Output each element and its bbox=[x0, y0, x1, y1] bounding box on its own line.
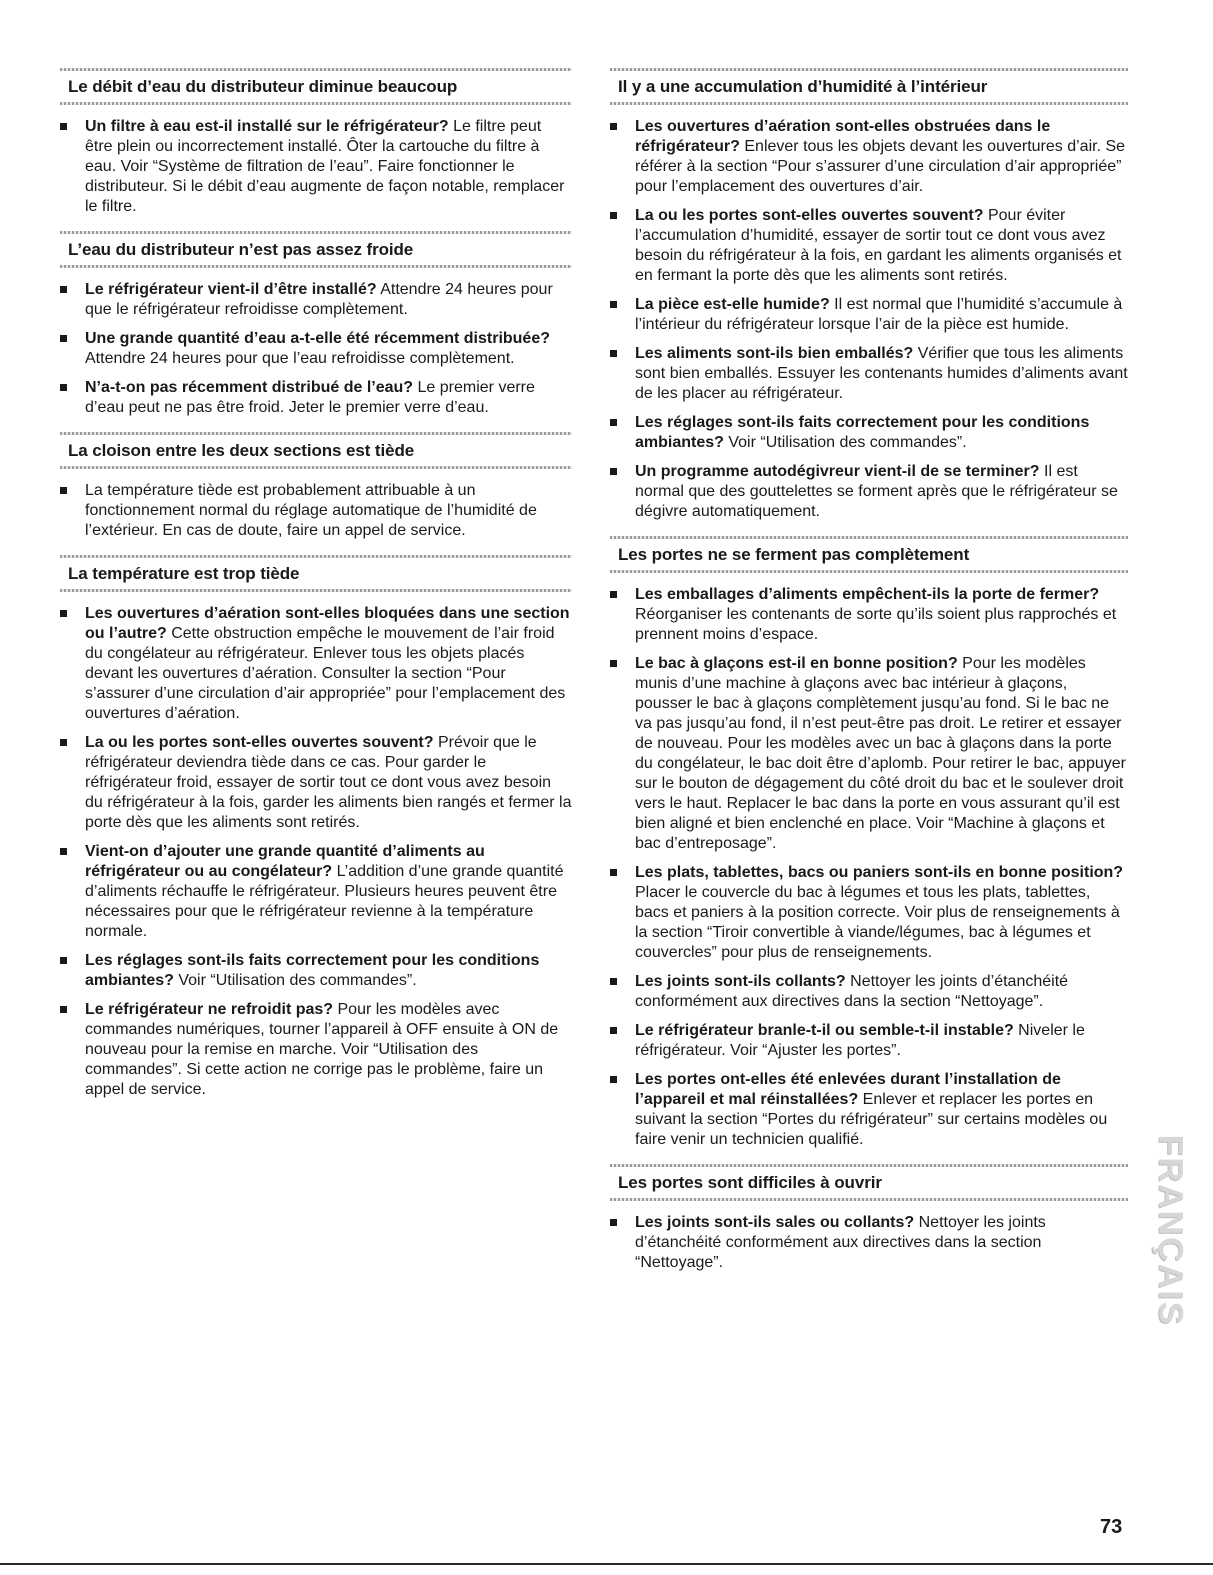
item-question: Vient-on d’ajouter une grande quantité d’aliments au réfrigérateur ou au congélateur? bbox=[85, 843, 485, 880]
list-item bbox=[610, 1021, 1128, 1061]
item-answer: Placer le couvercle du bac à légumes et tous les plats, tablettes, bacs et paniers à la position correcte. Voir plus de renseignements à la section “Tiroir convertible à viande/légumes, bac à légumes et couvercles” pour plus de renseignements. bbox=[635, 884, 1120, 961]
item-question: Les joints sont-ils collants? bbox=[635, 973, 846, 990]
troubleshooting-section bbox=[610, 68, 1128, 522]
troubleshooting-section bbox=[610, 536, 1128, 1150]
list-item bbox=[60, 378, 572, 418]
item-answer: Il est normal que des gouttelettes se forment après que le réfrigérateur se dégivre automatiquement. bbox=[635, 463, 1118, 520]
troubleshooting-section bbox=[610, 1164, 1128, 1273]
item-question: Un programme autodégivreur vient-il de se terminer? bbox=[635, 463, 1040, 480]
section-rule-bottom bbox=[60, 102, 572, 105]
item-question: Le réfrigérateur vient-il d’être installé? bbox=[85, 281, 377, 298]
list-item bbox=[610, 863, 1128, 963]
list-item bbox=[60, 280, 572, 320]
item-question: Les plats, tablettes, bacs ou paniers sont-ils en bonne position? bbox=[635, 864, 1124, 881]
item-question: Les portes ont-elles été enlevées durant l’installation de l’appareil et mal réinstallées? bbox=[635, 1071, 1061, 1108]
item-answer: Nettoyer les joints d’étanchéité conformément aux directives dans la section “Nettoyage”. bbox=[635, 973, 1069, 1010]
list-item bbox=[610, 117, 1128, 197]
section-heading: L’eau du distributeur n’est pas assez froide bbox=[68, 240, 414, 259]
item-question: Les emballages d’aliments empêchent-ils la porte de fermer? bbox=[635, 586, 1100, 603]
section-rule-bottom bbox=[60, 265, 572, 268]
item-answer: Nettoyer les joints d’étanchéité conformément aux directives dans la section “Nettoyage”. bbox=[635, 1214, 1046, 1271]
item-answer: Niveler le réfrigérateur. Voir “Ajuster les portes”. bbox=[635, 1022, 1085, 1059]
item-answer: La température tiède est probablement attribuable à un fonctionnement normal du réglage automatique de l’humidité de l’extérieur. En cas de doute, faire un appel de service. bbox=[85, 482, 537, 539]
right-column bbox=[610, 68, 1128, 1287]
item-question: Les réglages sont-ils faits correctement pour les conditions ambiantes? bbox=[85, 952, 540, 989]
item-answer: Attendre 24 heures pour que le réfrigérateur refroidisse complètement. bbox=[85, 281, 553, 318]
item-answer: Pour les modèles avec commandes numériques, tourner l’appareil à OFF ensuite à ON de nouveau pour la remise en marche. Voir “Utilisation des commandes”. Si cette action ne corrige pas le problème, faire un appel de service. bbox=[85, 1001, 559, 1098]
item-answer: Enlever et replacer les portes en suivant la section “Portes du réfrigérateur” sur certains modèles ou faire venir un technicien qualifié. bbox=[635, 1091, 1108, 1148]
list-item bbox=[610, 295, 1128, 335]
side-tab-label: FRANÇAIS bbox=[1151, 1134, 1190, 1326]
item-question: La ou les portes sont-elles ouvertes souvent? bbox=[635, 207, 984, 224]
item-question: Les aliments sont-ils bien emballés? bbox=[635, 345, 914, 362]
section-heading: Le débit d’eau du distributeur diminue beaucoup bbox=[68, 77, 458, 96]
item-question: Les ouvertures d’aération sont-elles obstruées dans le réfrigérateur? bbox=[635, 118, 1051, 155]
item-answer: Le premier verre d’eau peut ne pas être froid. Jeter le premier verre d’eau. bbox=[85, 379, 535, 416]
item-list bbox=[610, 117, 1128, 522]
item-answer: Réorganiser les contenants de sorte qu’ils soient plus rapprochés et prennent moins d’espace. bbox=[635, 606, 1117, 643]
section-rule-bottom bbox=[610, 102, 1128, 105]
list-item bbox=[60, 1000, 572, 1100]
item-list bbox=[60, 280, 572, 418]
troubleshooting-section bbox=[60, 432, 572, 541]
list-item bbox=[610, 462, 1128, 522]
item-list bbox=[60, 481, 572, 541]
troubleshooting-section bbox=[60, 231, 572, 418]
item-answer: Le filtre peut être plein ou incorrectement installé. Ôter la cartouche du filtre à eau. Voir “Système de filtration de l’eau”. Faire fonctionner le distributeur. Si le débit d’eau augmente de façon notable, remplacer le filtre. bbox=[85, 118, 565, 215]
item-answer: Vérifier que tous les aliments sont bien emballés. Essuyer les contenants humides d’aliments avant de les placer au réfrigérateur. bbox=[635, 345, 1128, 402]
language-side-tab bbox=[1150, 1080, 1190, 1380]
list-item bbox=[610, 585, 1128, 645]
list-item bbox=[610, 344, 1128, 404]
item-question: Les réglages sont-ils faits correctement pour les conditions ambiantes? bbox=[635, 414, 1090, 451]
item-answer: Il est normal que l’humidité s’accumule à l’intérieur du réfrigérateur lorsque l’air de la pièce est humide. bbox=[635, 296, 1123, 333]
list-item bbox=[610, 1070, 1128, 1150]
item-answer: Voir “Utilisation des commandes”. bbox=[173, 972, 417, 989]
item-list bbox=[60, 117, 572, 217]
list-item bbox=[610, 206, 1128, 286]
item-answer: Attendre 24 heures pour que l’eau refroidisse complètement. bbox=[85, 350, 515, 367]
list-item bbox=[610, 1213, 1128, 1273]
list-item bbox=[60, 733, 572, 833]
item-question: La pièce est-elle humide? bbox=[635, 296, 830, 313]
list-item bbox=[60, 604, 572, 724]
list-item bbox=[60, 329, 572, 369]
item-question: La ou les portes sont-elles ouvertes souvent? bbox=[85, 734, 434, 751]
section-heading: Les portes ne se ferment pas complètement bbox=[618, 545, 970, 564]
item-question: N’a-t-on pas récemment distribué de l’eau? bbox=[85, 379, 414, 396]
item-list bbox=[60, 604, 572, 1100]
list-item bbox=[60, 481, 572, 541]
section-rule-bottom bbox=[610, 570, 1128, 573]
item-answer: Voir “Utilisation des commandes”. bbox=[723, 434, 967, 451]
troubleshooting-section bbox=[60, 555, 572, 1100]
item-question: Les joints sont-ils sales ou collants? bbox=[635, 1214, 915, 1231]
item-answer: Prévoir que le réfrigérateur deviendra tiède dans ce cas. Pour garder le réfrigérateur froid, essayer de sortir tout ce dont vous avez besoin du réfrigérateur à la fois, garder les aliments bien rangés et fermer la porte dès que les aliments sont retirés. bbox=[85, 734, 572, 831]
item-question: Le réfrigérateur ne refroidit pas? bbox=[85, 1001, 334, 1018]
item-answer: Cette obstruction empêche le mouvement de l’air froid du congélateur au réfrigérateur. Enlever tous les objets placés devant les ouvertures d’aération. Consulter la section “Pour s’assurer d’une circulation d’air appropriée” pour l’emplacement des ouvertures d’aération. bbox=[85, 625, 566, 722]
section-rule-bottom bbox=[60, 466, 572, 469]
item-question: Le bac à glaçons est-il en bonne position? bbox=[635, 655, 958, 672]
list-item bbox=[610, 413, 1128, 453]
item-question: Les ouvertures d’aération sont-elles bloquées dans une section ou l’autre? bbox=[85, 605, 570, 642]
item-question: Une grande quantité d’eau a-t-elle été récemment distribuée? bbox=[85, 330, 550, 347]
section-heading: La température est trop tiède bbox=[68, 564, 300, 583]
section-rule-bottom bbox=[610, 1198, 1128, 1201]
item-answer: L’addition d’une grande quantité d’aliments réchauffe le réfrigérateur. Plusieurs heures peuvent être nécessaires pour que le réfrigérateur revienne à la température normale. bbox=[85, 863, 564, 940]
left-column bbox=[60, 68, 572, 1114]
item-answer: Pour éviter l’accumulation d’humidité, essayer de sortir tout ce dont vous avez besoin du réfrigérateur à la fois, en gardant les aliments organisés et en fermant la porte dès que les aliments sont retirés. bbox=[635, 207, 1122, 284]
list-item bbox=[610, 654, 1128, 854]
item-list bbox=[610, 585, 1128, 1150]
item-question: Un filtre à eau est-il installé sur le réfrigérateur? bbox=[85, 118, 449, 135]
section-heading: La cloison entre les deux sections est tiède bbox=[68, 441, 415, 460]
item-question: Le réfrigérateur branle-t-il ou semble-t-il instable? bbox=[635, 1022, 1014, 1039]
item-answer: Enlever tous les objets devant les ouvertures d’air. Se référer à la section “Pour s’assurer d’une circulation d’air appropriée” pour l’emplacement des ouvertures d’air. bbox=[635, 138, 1126, 195]
section-heading: Les portes sont difficiles à ouvrir bbox=[618, 1173, 882, 1192]
item-answer: Pour les modèles munis d’une machine à glaçons avec bac intérieur à glaçons, pousser le bac à glaçons complètement jusqu’au fond. Si le bac ne va pas jusqu’au fond, il n’est peut-être pas droit. Le retirer et essayer de nouveau. Pour les modèles avec un bac à glaçons dans la porte du congélateur, le bac doit être d’aplomb. Pour retirer le bac, appuyer sur le bouton de dégagement du côté droit du bac et le soulever droit vers le haut. Replacer le bac dans la porte en vous assurant qu’il est bien aligné et bien enclenché en place. Voir “Machine à glaçons et bac d’entreposage”. bbox=[635, 655, 1126, 852]
item-list bbox=[610, 1213, 1128, 1273]
list-item bbox=[60, 117, 572, 217]
list-item bbox=[60, 842, 572, 942]
list-item bbox=[610, 972, 1128, 1012]
page-number: 73 bbox=[1100, 1516, 1123, 1538]
page-bottom-rule bbox=[0, 1563, 1213, 1565]
troubleshooting-section bbox=[60, 68, 572, 217]
section-heading: Il y a une accumulation d’humidité à l’intérieur bbox=[618, 77, 988, 96]
section-rule-bottom bbox=[60, 589, 572, 592]
list-item bbox=[60, 951, 572, 991]
